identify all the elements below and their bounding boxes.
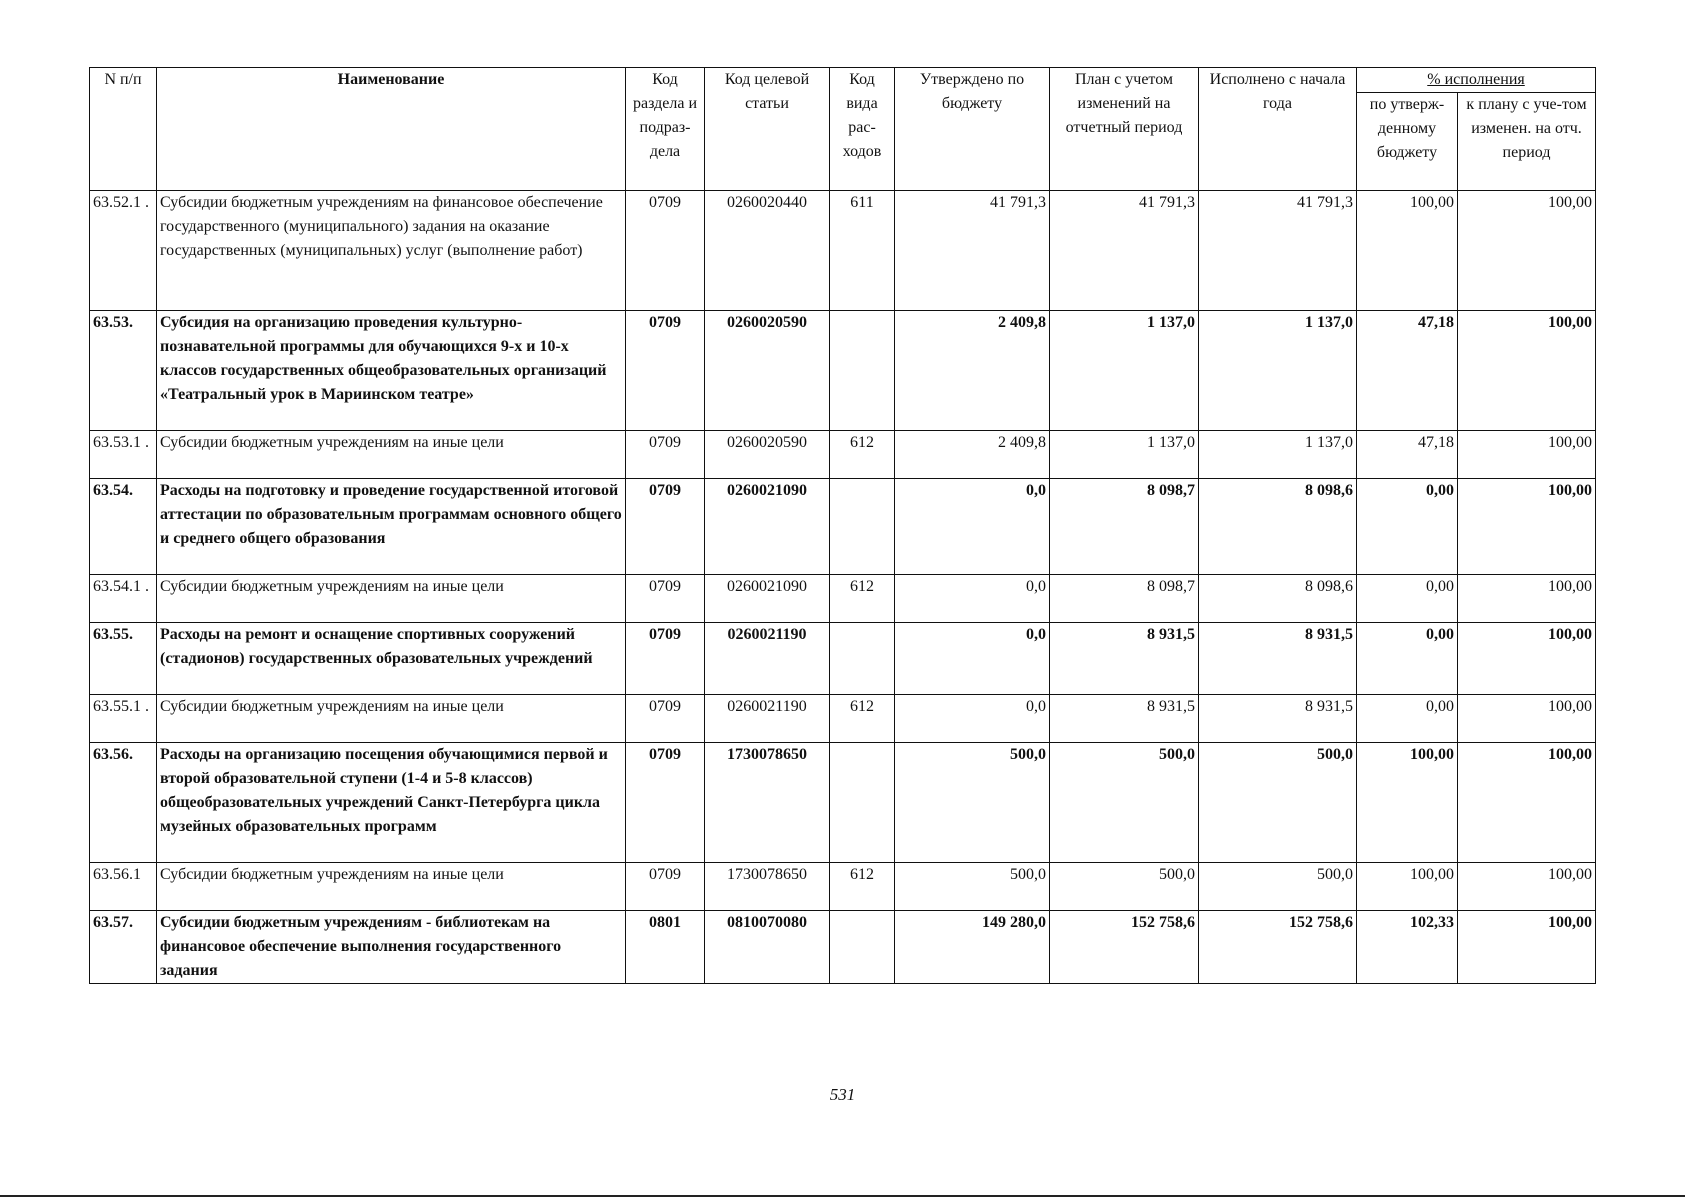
row-approved: 2 409,8 xyxy=(895,311,1050,431)
row-section-code: 0709 xyxy=(626,575,705,623)
row-pct-plan: 100,00 xyxy=(1458,911,1596,984)
budget-execution-table xyxy=(89,67,1596,984)
header-target-code: Код целевой статьи xyxy=(705,68,830,191)
row-approved: 0,0 xyxy=(895,479,1050,575)
row-name: Субсидии бюджетным учреждениям - библиотекам на финансовое обеспечение выполнения государственного задания xyxy=(157,911,626,984)
row-plan: 8 931,5 xyxy=(1050,695,1199,743)
header-row-no: N п/п xyxy=(90,68,157,191)
header-expense-type: Код вида рас-ходов xyxy=(830,68,895,191)
row-plan: 1 137,0 xyxy=(1050,311,1199,431)
row-expense-type xyxy=(830,911,895,984)
row-plan: 8 931,5 xyxy=(1050,623,1199,695)
row-plan: 152 758,6 xyxy=(1050,911,1199,984)
row-executed: 1 137,0 xyxy=(1199,431,1357,479)
row-number: 63.54. xyxy=(90,479,157,575)
row-name: Субсидия на организацию проведения культурно-познавательной программы для обучающихся 9-х и 10-х классов государственных общеобразовательных организаций «Театральный урок в Мариинском театре» xyxy=(157,311,626,431)
row-section-code: 0709 xyxy=(626,191,705,311)
row-expense-type xyxy=(830,311,895,431)
row-plan: 41 791,3 xyxy=(1050,191,1199,311)
row-expense-type: 612 xyxy=(830,695,895,743)
row-executed: 152 758,6 xyxy=(1199,911,1357,984)
row-pct-plan: 100,00 xyxy=(1458,695,1596,743)
row-pct-budget: 47,18 xyxy=(1357,431,1458,479)
row-approved: 500,0 xyxy=(895,743,1050,863)
header-plan: План с учетом изменений на отчетный период xyxy=(1050,68,1199,191)
header-approved: Утверждено по бюджету xyxy=(895,68,1050,191)
row-pct-budget: 100,00 xyxy=(1357,743,1458,863)
row-target-code: 0260021090 xyxy=(705,575,830,623)
row-approved: 500,0 xyxy=(895,863,1050,911)
row-target-code: 1730078650 xyxy=(705,743,830,863)
row-number: 63.54.1 . xyxy=(90,575,157,623)
row-expense-type xyxy=(830,623,895,695)
row-target-code: 0260021190 xyxy=(705,695,830,743)
table-row xyxy=(90,191,1596,311)
row-executed: 8 931,5 xyxy=(1199,695,1357,743)
row-executed: 8 931,5 xyxy=(1199,623,1357,695)
row-expense-type: 612 xyxy=(830,431,895,479)
table-row xyxy=(90,623,1596,695)
row-pct-budget: 100,00 xyxy=(1357,863,1458,911)
table-row xyxy=(90,695,1596,743)
row-number: 63.57. xyxy=(90,911,157,984)
row-pct-plan: 100,00 xyxy=(1458,575,1596,623)
row-pct-plan: 100,00 xyxy=(1458,431,1596,479)
row-executed: 500,0 xyxy=(1199,863,1357,911)
row-pct-plan: 100,00 xyxy=(1458,191,1596,311)
row-section-code: 0709 xyxy=(626,431,705,479)
row-approved: 0,0 xyxy=(895,623,1050,695)
table-row xyxy=(90,311,1596,431)
table-row xyxy=(90,431,1596,479)
row-section-code: 0709 xyxy=(626,623,705,695)
row-pct-budget: 100,00 xyxy=(1357,191,1458,311)
row-executed: 8 098,6 xyxy=(1199,479,1357,575)
row-plan: 1 137,0 xyxy=(1050,431,1199,479)
row-pct-budget: 0,00 xyxy=(1357,623,1458,695)
row-name: Расходы на ремонт и оснащение спортивных сооружений (стадионов) государственных образовательных учреждений xyxy=(157,623,626,695)
row-expense-type xyxy=(830,479,895,575)
row-name: Расходы на организацию посещения обучающимися первой и второй образовательной ступени (1-4 и 5-8 классов) общеобразовательных учреждений Санкт-Петербурга цикла музейных образовательных программ xyxy=(157,743,626,863)
table-row xyxy=(90,911,1596,984)
row-target-code: 0810070080 xyxy=(705,911,830,984)
table-header xyxy=(90,68,1596,191)
row-name: Расходы на подготовку и проведение государственной итоговой аттестации по образовательным программам основного общего и среднего общего образования xyxy=(157,479,626,575)
row-approved: 0,0 xyxy=(895,575,1050,623)
row-target-code: 0260021190 xyxy=(705,623,830,695)
row-pct-plan: 100,00 xyxy=(1458,863,1596,911)
header-section-code: Код раздела и подраз-дела xyxy=(626,68,705,191)
budget-sheet xyxy=(89,67,1595,984)
header-pct-plan: к плану с уче-том изменен. на отч. период xyxy=(1458,93,1596,191)
row-name: Субсидии бюджетным учреждениям на финансовое обеспечение государственного (муниципального) задания на оказание государственных (муниципальных) услуг (выполнение работ) xyxy=(157,191,626,311)
header-percent-group: % исполнения xyxy=(1357,68,1596,93)
row-section-code: 0801 xyxy=(626,911,705,984)
row-pct-budget: 102,33 xyxy=(1357,911,1458,984)
row-plan: 8 098,7 xyxy=(1050,479,1199,575)
row-target-code: 0260021090 xyxy=(705,479,830,575)
row-plan: 500,0 xyxy=(1050,743,1199,863)
row-number: 63.56.1 xyxy=(90,863,157,911)
row-pct-budget: 0,00 xyxy=(1357,695,1458,743)
table-row xyxy=(90,743,1596,863)
header-name: Наименование xyxy=(157,68,626,191)
row-expense-type: 611 xyxy=(830,191,895,311)
row-pct-plan: 100,00 xyxy=(1458,311,1596,431)
row-approved: 2 409,8 xyxy=(895,431,1050,479)
row-name: Субсидии бюджетным учреждениям на иные цели xyxy=(157,863,626,911)
row-name: Субсидии бюджетным учреждениям на иные цели xyxy=(157,431,626,479)
row-expense-type xyxy=(830,743,895,863)
row-pct-budget: 0,00 xyxy=(1357,575,1458,623)
row-plan: 8 098,7 xyxy=(1050,575,1199,623)
row-target-code: 0260020590 xyxy=(705,311,830,431)
row-target-code: 0260020590 xyxy=(705,431,830,479)
row-pct-plan: 100,00 xyxy=(1458,479,1596,575)
row-approved: 0,0 xyxy=(895,695,1050,743)
row-expense-type: 612 xyxy=(830,863,895,911)
row-plan: 500,0 xyxy=(1050,863,1199,911)
row-section-code: 0709 xyxy=(626,863,705,911)
row-target-code: 1730078650 xyxy=(705,863,830,911)
row-name: Субсидии бюджетным учреждениям на иные цели xyxy=(157,575,626,623)
row-executed: 8 098,6 xyxy=(1199,575,1357,623)
header-pct-budget: по утверж-денному бюджету xyxy=(1357,93,1458,191)
table-row xyxy=(90,575,1596,623)
row-target-code: 0260020440 xyxy=(705,191,830,311)
row-pct-plan: 100,00 xyxy=(1458,743,1596,863)
header-executed: Исполнено с начала года xyxy=(1199,68,1357,191)
row-number: 63.52.1 . xyxy=(90,191,157,311)
row-number: 63.55.1 . xyxy=(90,695,157,743)
row-number: 63.55. xyxy=(90,623,157,695)
table-row xyxy=(90,479,1596,575)
row-number: 63.56. xyxy=(90,743,157,863)
row-section-code: 0709 xyxy=(626,743,705,863)
row-number: 63.53. xyxy=(90,311,157,431)
row-name: Субсидии бюджетным учреждениям на иные цели xyxy=(157,695,626,743)
row-number: 63.53.1 . xyxy=(90,431,157,479)
row-executed: 1 137,0 xyxy=(1199,311,1357,431)
row-section-code: 0709 xyxy=(626,479,705,575)
page-number: 531 xyxy=(829,1085,856,1104)
row-pct-budget: 47,18 xyxy=(1357,311,1458,431)
row-executed: 41 791,3 xyxy=(1199,191,1357,311)
row-section-code: 0709 xyxy=(626,311,705,431)
table-row xyxy=(90,863,1596,911)
row-approved: 149 280,0 xyxy=(895,911,1050,984)
table-body xyxy=(90,191,1596,984)
row-pct-budget: 0,00 xyxy=(1357,479,1458,575)
row-executed: 500,0 xyxy=(1199,743,1357,863)
row-pct-plan: 100,00 xyxy=(1458,623,1596,695)
row-approved: 41 791,3 xyxy=(895,191,1050,311)
bottom-border-line xyxy=(0,1195,1685,1197)
row-expense-type: 612 xyxy=(830,575,895,623)
row-section-code: 0709 xyxy=(626,695,705,743)
